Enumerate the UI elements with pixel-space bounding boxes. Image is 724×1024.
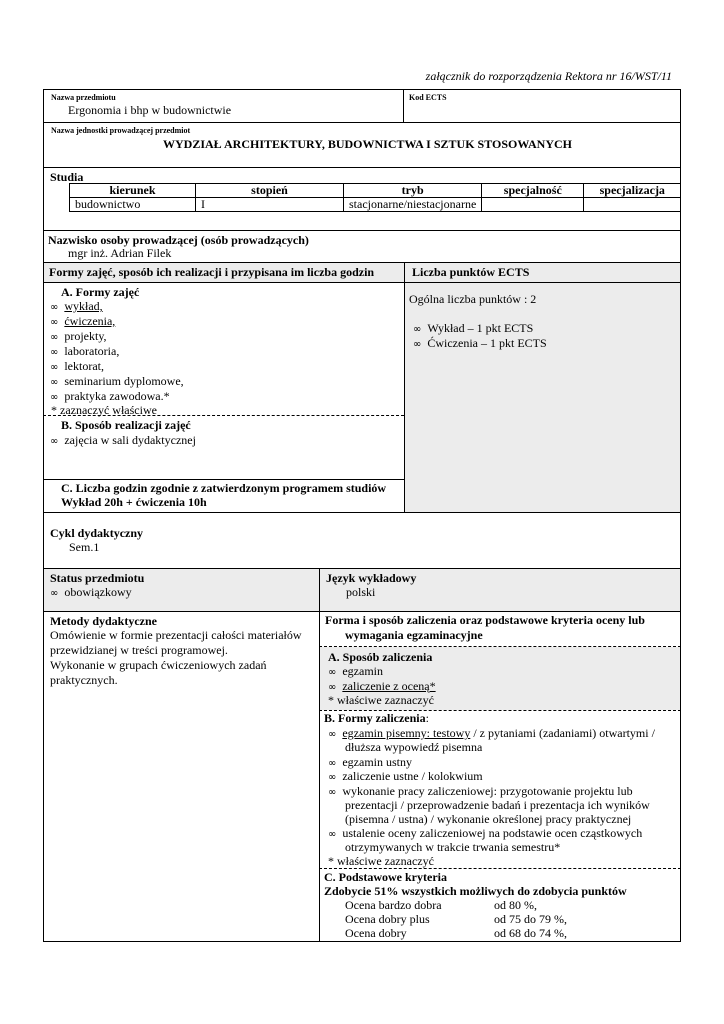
methods-line-1: Omówienie w formie prezentacji całości materiałów <box>50 628 302 642</box>
list-item <box>50 390 170 403</box>
infinity-icon: ∞ <box>50 392 59 403</box>
infinity-icon: ∞ <box>328 682 337 693</box>
assessment-b-item5-l2: otrzymywanych w trakcie trwania semestru* <box>345 840 561 854</box>
form-item-cwiczenia: ćwiczenia, <box>64 314 116 328</box>
infinity-icon: ∞ <box>413 339 422 350</box>
studia-data-row <box>70 198 681 212</box>
methods-label: Metody dydaktyczne <box>50 614 157 628</box>
cycle-cell <box>43 512 681 569</box>
status-label: Status przedmiotu <box>50 571 145 585</box>
assessment-title-2: wymagania egzaminacyjne <box>345 628 483 642</box>
assessment-b-item1-line2: dłuższa wypowiedź pisemna <box>345 740 483 754</box>
assessment-b-rule <box>319 868 681 869</box>
list-item <box>50 586 132 599</box>
forms-c-title: C. Liczba godzin zgodnie z zatwierdzonym programem studiów <box>61 481 387 495</box>
studia-header-kierunek: kierunek <box>70 184 196 198</box>
ects-item-exercises: Ćwiczenia – 1 pkt ECTS <box>427 336 547 350</box>
language-cell <box>319 568 681 612</box>
list-item <box>328 785 633 798</box>
list-item <box>328 680 436 693</box>
infinity-icon: ∞ <box>328 787 337 798</box>
grade-range: od 68 do 74 %, <box>494 926 567 940</box>
forms-a-note: * zaznaczyć właściwe <box>51 403 157 417</box>
assessment-b-title-line <box>324 712 429 724</box>
unit-value: WYDZIAŁ ARCHITEKTURY, BUDOWNICTWA I SZTUK STOSOWANYCH <box>163 137 573 151</box>
list-item <box>328 770 483 783</box>
form-item-projekty: projekty, <box>64 329 107 343</box>
grade-name: Ocena dobry plus <box>345 912 430 926</box>
forms-a-rule <box>43 415 404 416</box>
infinity-icon: ∞ <box>50 588 59 599</box>
assessment-a-title: A. Sposób zaliczenia <box>328 650 433 664</box>
forms-title-rule <box>43 282 404 283</box>
assessment-c-title: C. Podstawowe kryteria <box>324 870 447 884</box>
course-name-label: Nazwa przedmiotu <box>51 93 116 102</box>
assessment-a-exam: egzamin <box>342 664 383 678</box>
methods-line-4: praktycznych. <box>50 673 118 687</box>
infinity-icon: ∞ <box>50 302 59 313</box>
grade-range: od 80 %, <box>494 898 537 912</box>
infinity-icon: ∞ <box>50 332 59 343</box>
infinity-icon: ∞ <box>328 772 337 783</box>
list-item <box>50 345 119 358</box>
assessment-title-1: Forma i sposób zaliczenia oraz podstawowe kryteria oceny lub <box>325 613 645 627</box>
ects-title-rule <box>404 282 681 283</box>
infinity-icon: ∞ <box>413 324 422 335</box>
list-item <box>328 827 642 840</box>
language-value: polski <box>346 585 376 599</box>
form-item-seminarium: seminarium dyplomowe, <box>64 374 184 388</box>
unit-label: Nazwa jednostki prowadzącej przedmiot <box>51 126 191 135</box>
studia-table <box>69 183 681 212</box>
cycle-label: Cykl dydaktyczny <box>50 526 144 540</box>
annex-note: załącznik do rozporządzenia Rektora nr 16/WST/11 <box>425 69 672 83</box>
assessment-b-title: B. Formy zaliczenia <box>324 711 426 725</box>
cycle-value: Sem.1 <box>69 540 100 554</box>
infinity-icon: ∞ <box>50 317 59 328</box>
studia-cell-kierunek: budownictwo <box>70 198 196 212</box>
assessment-b-item4-l1: wykonanie pracy zaliczeniowej: przygotowanie projektu lub <box>342 784 633 798</box>
grade-range: od 75 do 79 %, <box>494 912 567 926</box>
studia-title: Studia <box>50 170 84 184</box>
assessment-c-subtitle: Zdobycie 51% wszystkich możliwych do zdobycia punktów <box>324 884 627 898</box>
assessment-b-written-test: egzamin pisemny: testowy <box>342 726 471 740</box>
form-item-praktyka: praktyka zawodowa.* <box>64 389 170 403</box>
list-item <box>328 727 655 740</box>
assessment-b-note: * właściwe zaznaczyć <box>328 854 434 868</box>
course-name-value: Ergonomia i bhp w budownictwie <box>68 103 232 117</box>
forms-title: Formy zajęć, sposób ich realizacji i przypisana im liczba godzin <box>49 265 375 279</box>
studia-cell-specjalizacja <box>584 198 681 212</box>
studia-header-tryb: tryb <box>344 184 482 198</box>
list-item <box>328 665 383 678</box>
studia-cell-tryb: stacjonarne/niestacjonarne <box>344 198 482 212</box>
infinity-icon: ∞ <box>50 362 59 373</box>
assessment-b-colon: : <box>425 711 429 725</box>
studia-header-stopien: stopień <box>196 184 344 198</box>
studia-cell-stopien: I <box>196 198 344 212</box>
language-label: Język wykładowy <box>326 571 417 585</box>
status-value: obowiązkowy <box>64 585 132 599</box>
list-item <box>413 337 547 350</box>
infinity-icon: ∞ <box>328 829 337 840</box>
forms-b-title: B. Sposób realizacji zajęć <box>61 418 191 432</box>
methods-cell <box>43 611 320 942</box>
unit-cell <box>43 122 681 168</box>
infinity-icon: ∞ <box>328 758 337 769</box>
infinity-icon: ∞ <box>50 377 59 388</box>
grade-name: Ocena bardzo dobra <box>345 898 442 912</box>
ects-code-label: Kod ECTS <box>409 93 447 102</box>
assessment-b-item4-l3: (pisemna / ustna) / wykonanie określonej pracy praktycznej <box>345 812 632 826</box>
studia-cell-specjalnosc <box>482 198 584 212</box>
ects-total: Ogólna liczba punktów : 2 <box>409 292 537 306</box>
status-cell <box>43 568 320 612</box>
assessment-a-note: * właściwe zaznaczyć <box>328 693 434 707</box>
lecturer-value: mgr inż. Adrian Filek <box>68 246 172 260</box>
list-item <box>413 322 533 335</box>
forms-c-value: Wykład 20h + ćwiczenia 10h <box>61 495 207 509</box>
list-item <box>50 315 115 328</box>
lecturer-label: Nazwisko osoby prowadzącej (osób prowadzących) <box>48 233 309 247</box>
infinity-icon: ∞ <box>50 347 59 358</box>
ects-title: Liczba punktów ECTS <box>412 265 530 279</box>
list-item <box>50 360 104 373</box>
list-item <box>50 330 107 343</box>
list-item <box>50 434 196 447</box>
ects-code-cell <box>403 89 681 123</box>
assessment-a-graded-credit: zaliczenie z oceną* <box>342 679 436 693</box>
infinity-icon: ∞ <box>328 729 337 740</box>
list-item <box>50 300 103 313</box>
realization-item: zajęcia w sali dydaktycznej <box>64 433 196 447</box>
assessment-b-oral-exam: egzamin ustny <box>342 755 412 769</box>
studia-header-row <box>70 184 681 198</box>
forms-b-rule <box>43 479 404 480</box>
infinity-icon: ∞ <box>328 667 337 678</box>
lecturer-cell <box>43 230 681 263</box>
studia-header-specjalnosc: specjalność <box>482 184 584 198</box>
form-item-wyklad: wykład, <box>64 299 103 313</box>
methods-line-3: Wykonanie w grupach ćwiczeniowych zadań <box>50 658 267 672</box>
infinity-icon: ∞ <box>50 436 59 447</box>
forms-a-title: A. Formy zajęć <box>61 285 140 299</box>
studia-header-specjalizacja: specjalizacja <box>584 184 681 198</box>
assessment-b-item1-rest: / z pytaniami (zadaniami) otwartymi / <box>470 726 655 740</box>
ects-item-lecture: Wykład – 1 pkt ECTS <box>427 321 534 335</box>
course-name-cell <box>43 89 404 123</box>
grade-name: Ocena dobry <box>345 926 407 940</box>
assessment-b-oral-credit: zaliczenie ustne / kolokwium <box>342 769 483 783</box>
list-item <box>328 756 412 769</box>
list-item <box>50 375 184 388</box>
methods-line-2: przewidzianej w treści programowej. <box>50 643 228 657</box>
assessment-b-item5-l1: ustalenie oceny zaliczeniowej na podstawie ocen cząstkowych <box>342 826 643 840</box>
forms-divider <box>404 262 405 513</box>
form-item-lektorat: lektorat, <box>64 359 104 373</box>
assessment-b-item4-l2: prezentacji / przeprowadzenie badań i prezentacja ich wyników <box>345 798 650 812</box>
form-item-laboratoria: laboratoria, <box>64 344 120 358</box>
